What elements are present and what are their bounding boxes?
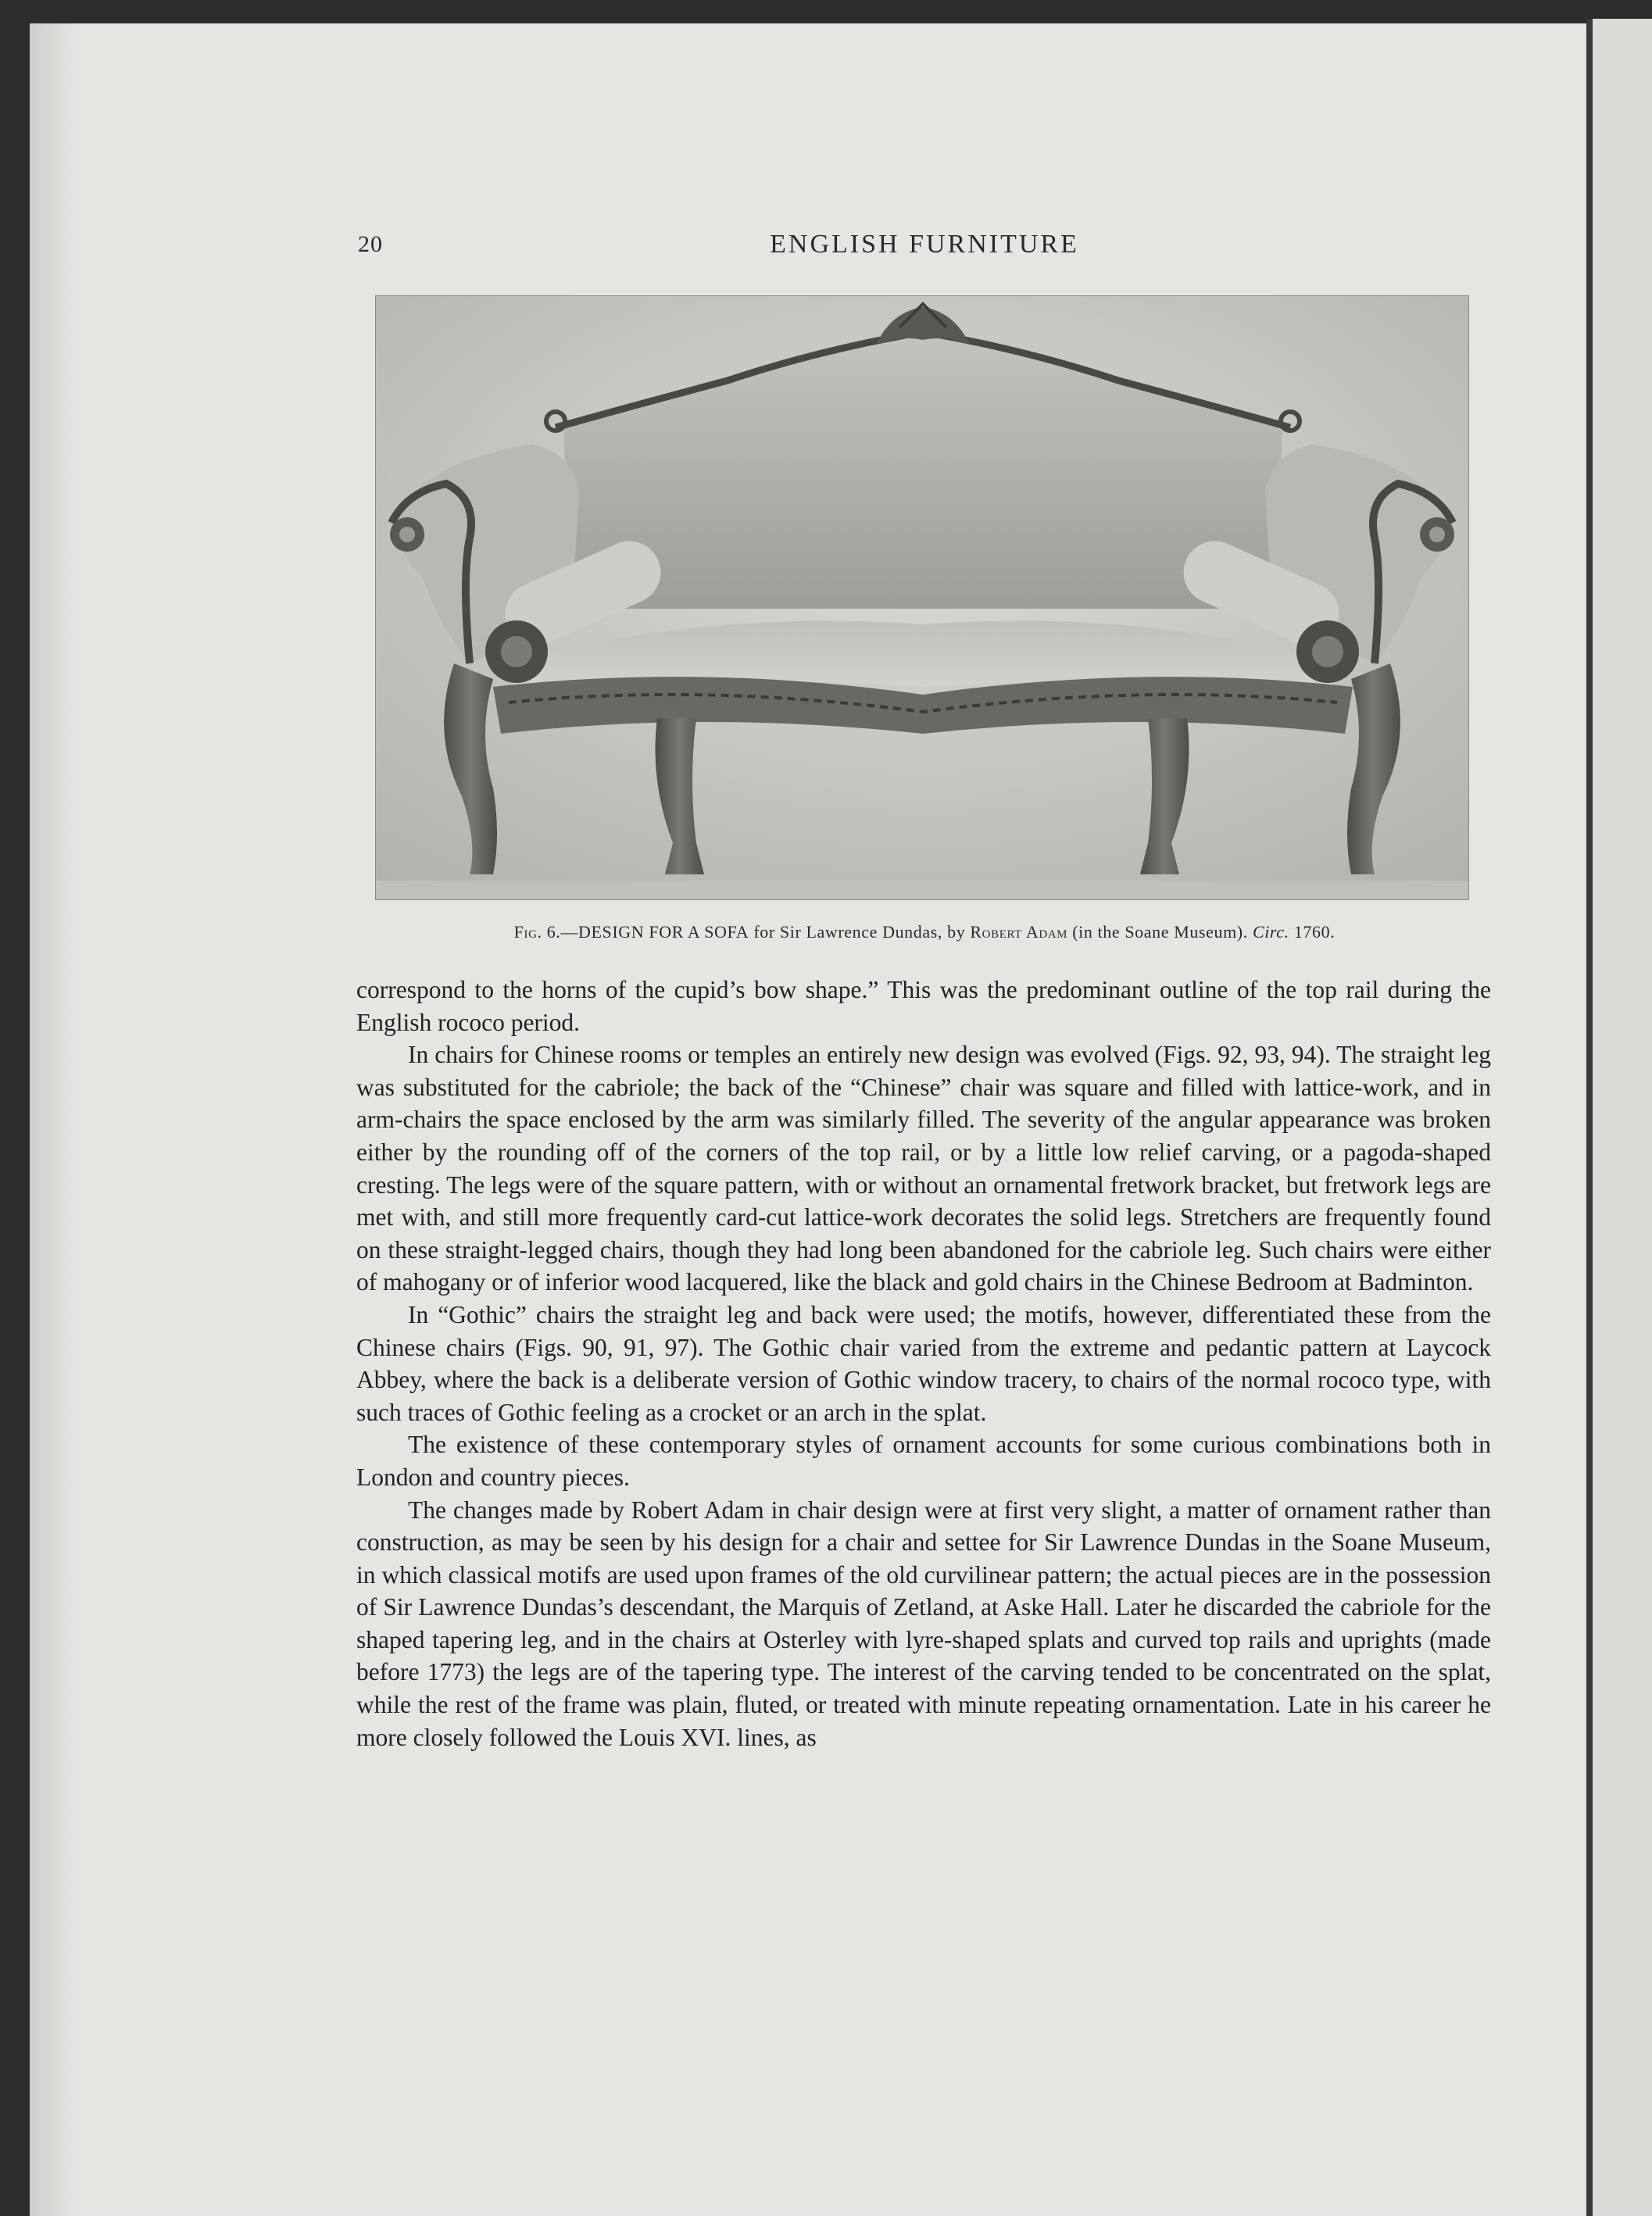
page-number: 20 <box>358 231 383 257</box>
body-text <box>356 974 1491 1753</box>
paragraph: In “Gothic” chairs the straight leg and back were used; the motifs, however, differentiated these from the Chinese chairs (Figs. 90, 91, 97). The Gothic chair varied from the extreme and pedantic pattern at Laycock Abbey, where the back is a deliberate version of Gothic window tracery, to chairs of the normal rococo type, with such traces of Gothic feeling as a crocket or an arch in the splat. <box>356 1300 1491 1426</box>
sofa-drawing <box>376 296 1468 899</box>
caption-circa: Circ. <box>1252 922 1289 942</box>
caption-label: Fig. 6.—DESIGN FOR A SOFA <box>513 922 749 942</box>
paragraph: The changes made by Robert Adam in chair design were at first very slight, a matter of ornament rather than construction, as may be seen by his design for a chair and settee for Sir Lawrence Dundas in the Soane Museum, in which classical motifs are used upon frames of the old curvilinear pattern; the actual pieces are in the possession of Sir Lawrence Dundas’s descendant, the Marquis of Zetland, at Aske Hall. Later he discarded the cabriole for the shaped tapering leg, and in the chairs at Osterley with lyre-shaped splats and curved top rails and uprights (made before 1773) the legs are of the tapering type. The interest of the carving tended to be concentrated on the splat, while the rest of the frame was plain, fluted, or treated with minute repeating ornamentation. Late in his career he more closely followed the Louis XVI. lines, as <box>356 1496 1491 1751</box>
figure-caption <box>358 922 1491 942</box>
adjacent-page-edge <box>1586 19 1652 2216</box>
paragraph: In chairs for Chinese rooms or temples an entirely new design was evolved (Figs. 92, 93, 94). The straight leg was substituted for the cabriole; the back of the “Chinese” chair was square and filled with lattice-work, and in arm-chairs the space enclosed by the arm was similarly filled. The severity of the angular appearance was broken either by the rounding off of the corners of the top rail, or by a little low relief carving, or a pagoda-shaped cresting. The legs were of the square pattern, with or without an ornamental fretwork bracket, but fretwork legs are met with, and still more frequently card-cut lattice-work decorates the solid legs. Stretchers are frequently found on these straight-legged chairs, though they had long been abandoned for the cabriole leg. Such chairs were either of mahogany or of inferior wood lacquered, like the black and gold chairs in the Chinese Bedroom at Badminton. <box>356 1041 1491 1296</box>
caption-text: for Sir Lawrence Dundas, by <box>749 922 971 942</box>
caption-location: (in the Soane Museum). <box>1067 922 1253 942</box>
running-title: ENGLISH FURNITURE <box>770 230 1079 259</box>
caption-year: 1760. <box>1289 922 1336 942</box>
paragraph: The existence of these contemporary styles of ornament accounts for some curious combinations both in London and country pieces. <box>356 1431 1491 1491</box>
page-gutter-shadow <box>30 23 77 2216</box>
caption-author: Robert Adam <box>970 922 1068 942</box>
paragraph: correspond to the horns of the cupid’s bow shape.” This was the predominant outline of the top rail during the English rococo period. <box>356 976 1491 1036</box>
sofa-illustration <box>375 295 1469 900</box>
